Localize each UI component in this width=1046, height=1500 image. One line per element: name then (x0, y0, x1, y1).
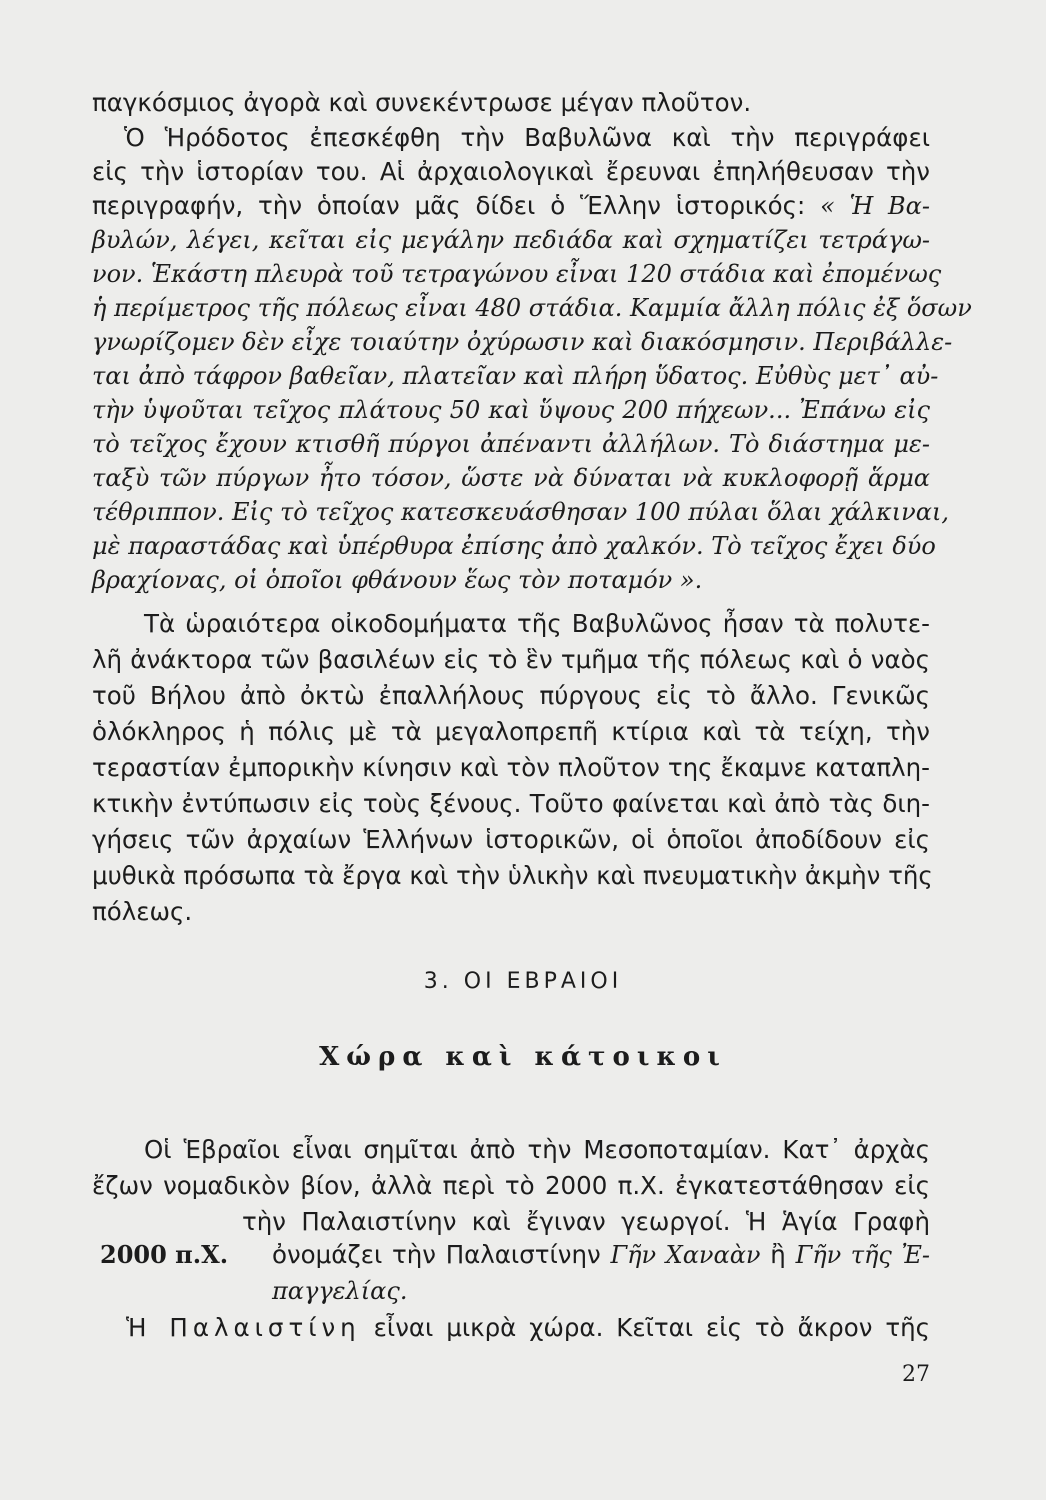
text-line: εἰς τὴν ἱστορίαν του. Αἱ ἀρχαιολογικαὶ ἔρευναι ἐπηλήθευσαν τὴν (92, 157, 930, 186)
quote-line: τὸ τεῖχος ἔχουν κτισθῆ πύργοι ἀπέναντι ἀλλήλων. Τὸ διάστημα με- (92, 430, 930, 458)
text-line: τεραστίαν ἐμπορικὴν κίνησιν καὶ τὸν πλοῦτον της ἔκαμνε καταπλη- (92, 753, 930, 782)
text-line: πόλεως. (92, 897, 193, 926)
quote-line: ται ἀπὸ τάφρον βαθεῖαν, πλατεῖαν καὶ πλήρη ὕδατος. Εὐθὺς μετ᾽ αὐ- (92, 362, 939, 390)
text-line: παγκόσμιος ἀγορὰ καὶ συνεκέντρωσε μέγαν πλοῦτον. (92, 88, 752, 117)
text-line: γήσεις τῶν ἀρχαίων Ἑλλήνων ἱστορικῶν, οἱ ὁποῖοι ἀποδίδουν εἰς (92, 825, 930, 854)
text-line (92, 1311, 930, 1345)
text-span: περιγραφήν, τὴν ὁποίαν μᾶς δίδει ὁ Ἕλλην ἱστορικός: (92, 191, 806, 220)
quote-line: ταξὺ τῶν πύργων ἦτο τόσον, ὥστε νὰ δύναται νὰ κυκλοφορῇ ἅρμα (92, 464, 930, 492)
quote-line: βραχίονας, οἱ ὁποῖοι φθάνουν ἕως τὸν ποταμόν ». (92, 566, 703, 594)
quote-span: « Ἡ Βα- (820, 192, 930, 220)
quote-line: τὴν ὑψοῦται τεῖχος πλάτους 50 καὶ ὕψους 200 πήχεων... Ἐπάνω εἰς (92, 396, 930, 424)
spaced-span: Ἡ Παλαιστίνη (126, 1313, 361, 1342)
text-span: ἢ (770, 1240, 786, 1269)
text-line: τὴν Παλαιστίνην καὶ ἔγιναν γεωργοί. Ἡ Ἁγία Γραφὴ (242, 1207, 930, 1236)
text-line: ὁλόκληρος ἡ πόλις μὲ τὰ μεγαλοπρεπῆ κτίρια καὶ τὰ τείχη, τὴν (92, 717, 930, 746)
quote-line: νον. Ἑκάστη πλευρὰ τοῦ τετραγώνου εἶναι 120 στάδια καὶ ἐπομένως (92, 260, 942, 288)
quote-line: γνωρίζομεν δὲν εἶχε τοιαύτην ὀχύρωσιν καὶ διακόσμησιν. Περιβάλλε- (92, 328, 953, 356)
italic-line: παγγελίας. (272, 1277, 408, 1305)
quote-line: ἡ περίμετρος τῆς πόλεως εἶναι 480 στάδια. Καμμία ἄλλη πόλις ἐξ ὅσων (92, 294, 972, 322)
text-line: τοῦ Βήλου ἀπὸ ὀκτὼ ἐπαλλήλους πύργους εἰς τὸ ἄλλο. Γενικῶς (92, 681, 930, 710)
section-subtitle: Χώρα καὶ κάτοικοι (319, 1042, 727, 1072)
margin-date-note: 2000 π.Χ. (100, 1240, 229, 1269)
page-number: 27 (902, 1362, 930, 1387)
text-line: Τὰ ὡραιότερα οἰκοδομήματα τῆς Βαβυλῶνος ἦσαν τὰ πολυτε- (144, 609, 930, 638)
text-line: κτικὴν ἐντύπωσιν εἰς τοὺς ξένους. Τοῦτο φαίνεται καὶ ἀπὸ τὰς διη- (92, 789, 930, 818)
quote-line: τέθριππον. Εἰς τὸ τεῖχος κατεσκευάσθησαν 100 πύλαι ὅλαι χάλκιναι, (92, 498, 949, 526)
text-line: μυθικὰ πρόσωπα τὰ ἔργα καὶ τὴν ὑλικὴν καὶ πνευματικὴν ἀκμὴν τῆς (92, 861, 933, 890)
text-line: λῆ ἀνάκτορα τῶν βασιλέων εἰς τὸ ἓν τμῆμα τῆς πόλεως καὶ ὁ ναὸς (92, 645, 930, 674)
section-heading: 3. ΟΙ ΕΒΡΑΙΟΙ (423, 969, 623, 994)
italic-span: Γῆν Χαναὰν (610, 1241, 761, 1269)
text-line: ἔζων νομαδικὸν βίον, ἀλλὰ περὶ τὸ 2000 π.Χ. ἐγκατεστάθησαν εἰς (92, 1171, 930, 1200)
quote-line: μὲ παραστάδας καὶ ὑπέρθυρα ἐπίσης ἀπὸ χαλκόν. Τὸ τεῖχος ἔχει δύο (92, 532, 936, 560)
quote-line: βυλών, λέγει, κεῖται εἰς μεγάλην πεδιάδα καὶ σχηματίζει τετράγω- (92, 226, 930, 254)
text-line: Ὁ Ἡρόδοτος ἐπεσκέφθη τὴν Βαβυλῶνα καὶ τὴν περιγράφει (124, 123, 930, 152)
text-line: Οἱ Ἑβραῖοι εἶναι σημῖται ἀπὸ τὴν Μεσοποταμίαν. Κατ᾽ ἀρχὰς (144, 1135, 930, 1164)
text-line (92, 189, 930, 223)
text-span: ὀνομάζει τὴν Παλαιστίνην (272, 1240, 601, 1269)
italic-span: Γῆν τῆς Ἐ- (795, 1241, 931, 1269)
text-span: εἶναι μικρὰ χώρα. Κεῖται εἰς τὸ ἄκρον τῆς (373, 1313, 930, 1342)
